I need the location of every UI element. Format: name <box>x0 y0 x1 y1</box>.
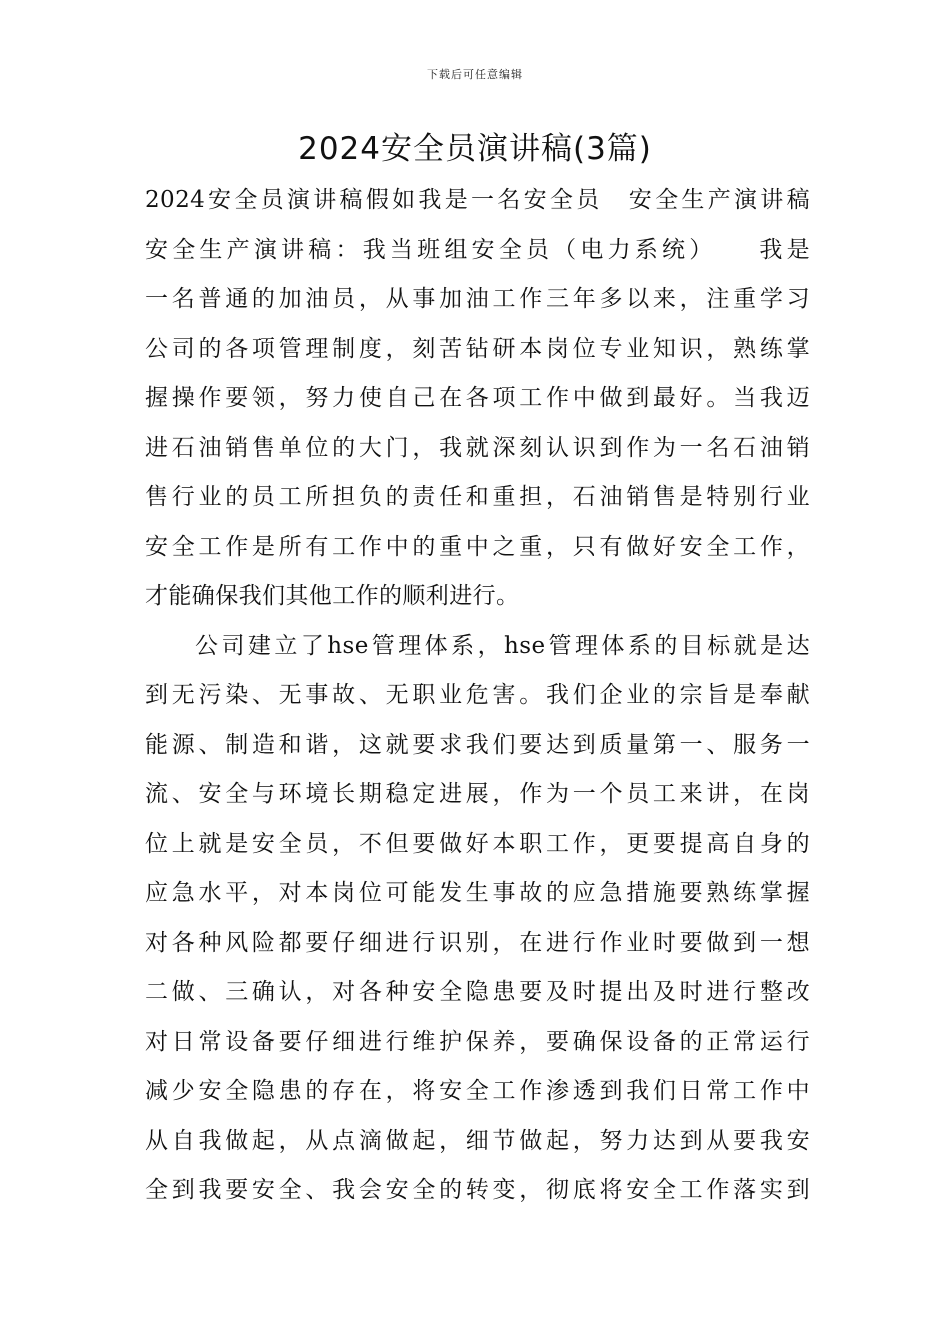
text-line: 一名普通的加油员，从事加油工作三年多以来，注重学习 <box>145 286 810 312</box>
header-note: 下载后可任意编辑 <box>427 68 523 81</box>
text-line: 减少安全隐患的存在，将安全工作渗透到我们日常工作中 <box>145 1078 810 1104</box>
text-line: 从自我做起，从点滴做起，细节做起，努力达到从要我安 <box>145 1127 810 1154</box>
text-line: 握操作要领，努力使自己在各项工作中做到最好。当我迈 <box>145 385 810 411</box>
paragraph <box>145 622 810 1216</box>
text-line: 公司的各项管理制度，刻苦钻研本岗位专业知识，熟练掌 <box>145 335 810 362</box>
text-line: 2024安全员演讲稿假如我是一名安全员 安全生产演讲稿 <box>145 187 810 213</box>
text-line: 才能确保我们其他工作的顺利进行。 <box>145 583 520 609</box>
text-line: 售行业的员工所担负的责任和重担，石油销售是特别行业 <box>145 484 810 510</box>
text-line: 全到我要安全、我会安全的转变，彻底将安全工作落实到 <box>145 1177 810 1203</box>
text-line: 到无污染、无事故、无职业危害。我们企业的宗旨是奉献 <box>145 682 810 708</box>
text-line: 流、安全与环境长期稳定进展，作为一个员工来讲，在岗 <box>145 781 810 807</box>
text-line: 应急水平，对本岗位可能发生事故的应急措施要熟练掌握 <box>145 880 810 906</box>
text-line: 能源、制造和谐，这就要求我们要达到质量第一、服务一 <box>145 731 810 758</box>
text-line: 对日常设备要仔细进行维护保养，要确保设备的正常运行 <box>145 1028 810 1055</box>
document-title: 2024安全员演讲稿(3篇) <box>298 131 652 167</box>
document-body <box>145 176 810 1216</box>
text-line: 公司建立了hse管理体系，hse管理体系的目标就是达 <box>195 632 810 659</box>
text-line: 位上就是安全员，不但要做好本职工作，更要提高自身的 <box>145 830 810 857</box>
text-line: 安全工作是所有工作中的重中之重，只有做好安全工作， <box>145 533 810 560</box>
text-line: 进石油销售单位的大门，我就深刻认识到作为一名石油销 <box>145 434 810 461</box>
text-line: 安全生产演讲稿：我当班组安全员（电力系统） 我是 <box>145 236 810 263</box>
text-line: 对各种风险都要仔细进行识别，在进行作业时要做到一想 <box>145 929 810 956</box>
paragraph <box>145 176 810 622</box>
text-line: 二做、三确认，对各种安全隐患要及时提出及时进行整改 <box>145 979 810 1005</box>
